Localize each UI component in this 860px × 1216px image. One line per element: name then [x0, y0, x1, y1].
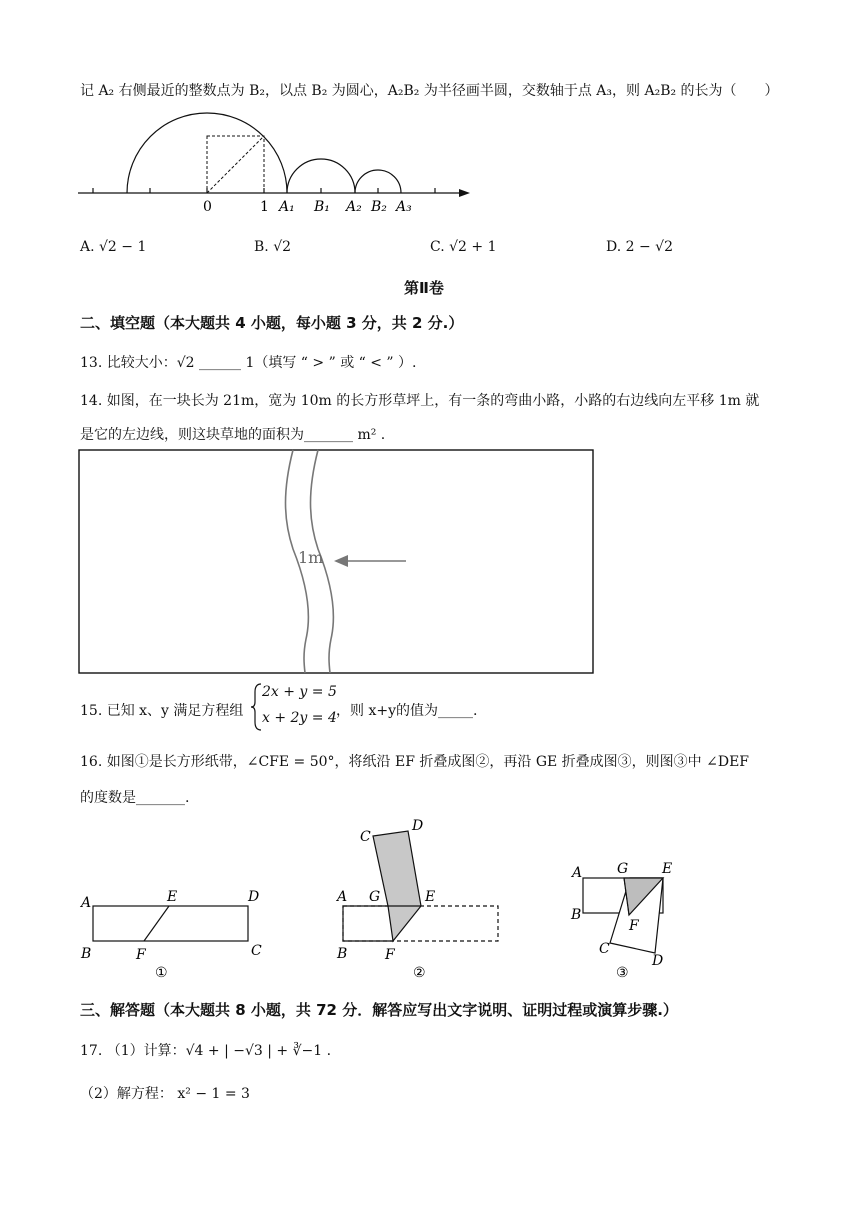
question-17-part2: （2）解方程： x² − 1 = 3	[80, 1086, 250, 1102]
option-a: A. √2 − 1	[80, 239, 147, 255]
label-A3: A₃	[396, 199, 412, 215]
fig1-label-D: D	[248, 889, 260, 905]
label-A2: A₂	[346, 199, 362, 215]
fig3-label-D: D	[652, 953, 664, 969]
q15-equation-1: 2x + y = 5	[262, 684, 337, 700]
fig3-caption: ③	[616, 965, 629, 981]
fig2-label-F: F	[385, 947, 395, 963]
number-line-figure	[70, 105, 490, 220]
axis-arrow	[459, 189, 470, 197]
dashed-diagonal	[207, 136, 264, 193]
question-15-suffix: ，则 x+y的值为_____.	[336, 703, 478, 719]
fig3-label-G: G	[617, 861, 629, 877]
fig3-label-C: C	[599, 941, 610, 957]
fig1-label-F: F	[136, 947, 146, 963]
fig1-label-B: B	[81, 946, 92, 962]
lawn-figure	[78, 449, 595, 675]
fig2-label-B: B	[337, 946, 348, 962]
fig3-label-F: F	[629, 918, 639, 934]
label-B2: B₂	[371, 199, 387, 215]
label-0: 0	[203, 199, 212, 215]
option-d: D. 2 − √2	[606, 239, 673, 255]
middle-semicircle	[287, 159, 355, 193]
volume-title: 第Ⅱ卷	[404, 279, 444, 297]
label-B1: B₁	[314, 199, 330, 215]
label-A1: A₁	[279, 199, 295, 215]
fig3-label-E: E	[662, 861, 673, 877]
section2-heading: 二、填空题（本大题共 4 小题，每小题 3 分，共 2 分.）	[80, 314, 464, 332]
question-14-line1: 14. 如图，在一块长为 21m，宽为 10m 的长方形草坪上，有一条的弯曲小路，小路的右边线向左平移 1m 就	[80, 393, 760, 409]
fig1-label-A: A	[81, 895, 92, 911]
fig2-caption: ②	[413, 965, 426, 981]
section3-heading: 三、解答题（本大题共 8 小题，共 72 分．解答应写出文字说明、证明过程或演算步骤.）	[80, 1001, 678, 1019]
label-1: 1	[260, 199, 269, 215]
fig2-label-E: E	[425, 889, 436, 905]
q12-stem: 记 A₂ 右侧最近的整数点为 B₂，以点 B₂ 为圆心，A₂B₂ 为半径画半圆，交数轴于点 A₃，则 A₂B₂ 的长为（ ）	[80, 83, 779, 99]
brace-icon	[250, 682, 262, 732]
fig2-folded-strip	[373, 831, 421, 941]
fig2-label-C: C	[360, 829, 371, 845]
folding-figures	[70, 815, 710, 985]
figure-2	[335, 818, 498, 981]
fig1-label-C: C	[251, 943, 262, 959]
fig2-label-G: G	[369, 889, 381, 905]
question-15-prefix: 15. 已知 x、y 满足方程组	[80, 703, 244, 719]
figure-1	[79, 889, 262, 981]
fig2-label-A: A	[337, 889, 348, 905]
option-c: C. √2 + 1	[430, 239, 497, 255]
fig1-label-E: E	[167, 889, 178, 905]
question-16-line1: 16. 如图①是长方形纸带，∠CFE = 50°，将纸沿 EF 折叠成图②，再沿 GE 折叠成图③，则图③中 ∠DEF	[80, 754, 750, 770]
shift-arrow-head	[334, 555, 348, 567]
fig2-label-D: D	[412, 818, 424, 834]
question-14-line2: 是它的左边线，则这块草地的面积为_______ m² .	[80, 427, 386, 443]
question-16-line2: 的度数是_______.	[80, 790, 190, 806]
figure-3	[570, 861, 672, 981]
question-13: 13. 比较大小：√2 ______ 1（填写 “ > ” 或 “ < ” ）.	[80, 355, 417, 371]
lawn-width-label: 1m	[298, 548, 324, 567]
fig3-label-A: A	[572, 865, 583, 881]
fig1-caption: ①	[155, 965, 168, 981]
fig3-label-B: B	[571, 907, 582, 923]
option-b: B. √2	[254, 239, 292, 255]
question-17-part1: 17. （1）计算：√4 + | −√3 | + ∛−1 .	[80, 1043, 332, 1059]
q15-equation-2: x + 2y = 4	[262, 710, 337, 726]
